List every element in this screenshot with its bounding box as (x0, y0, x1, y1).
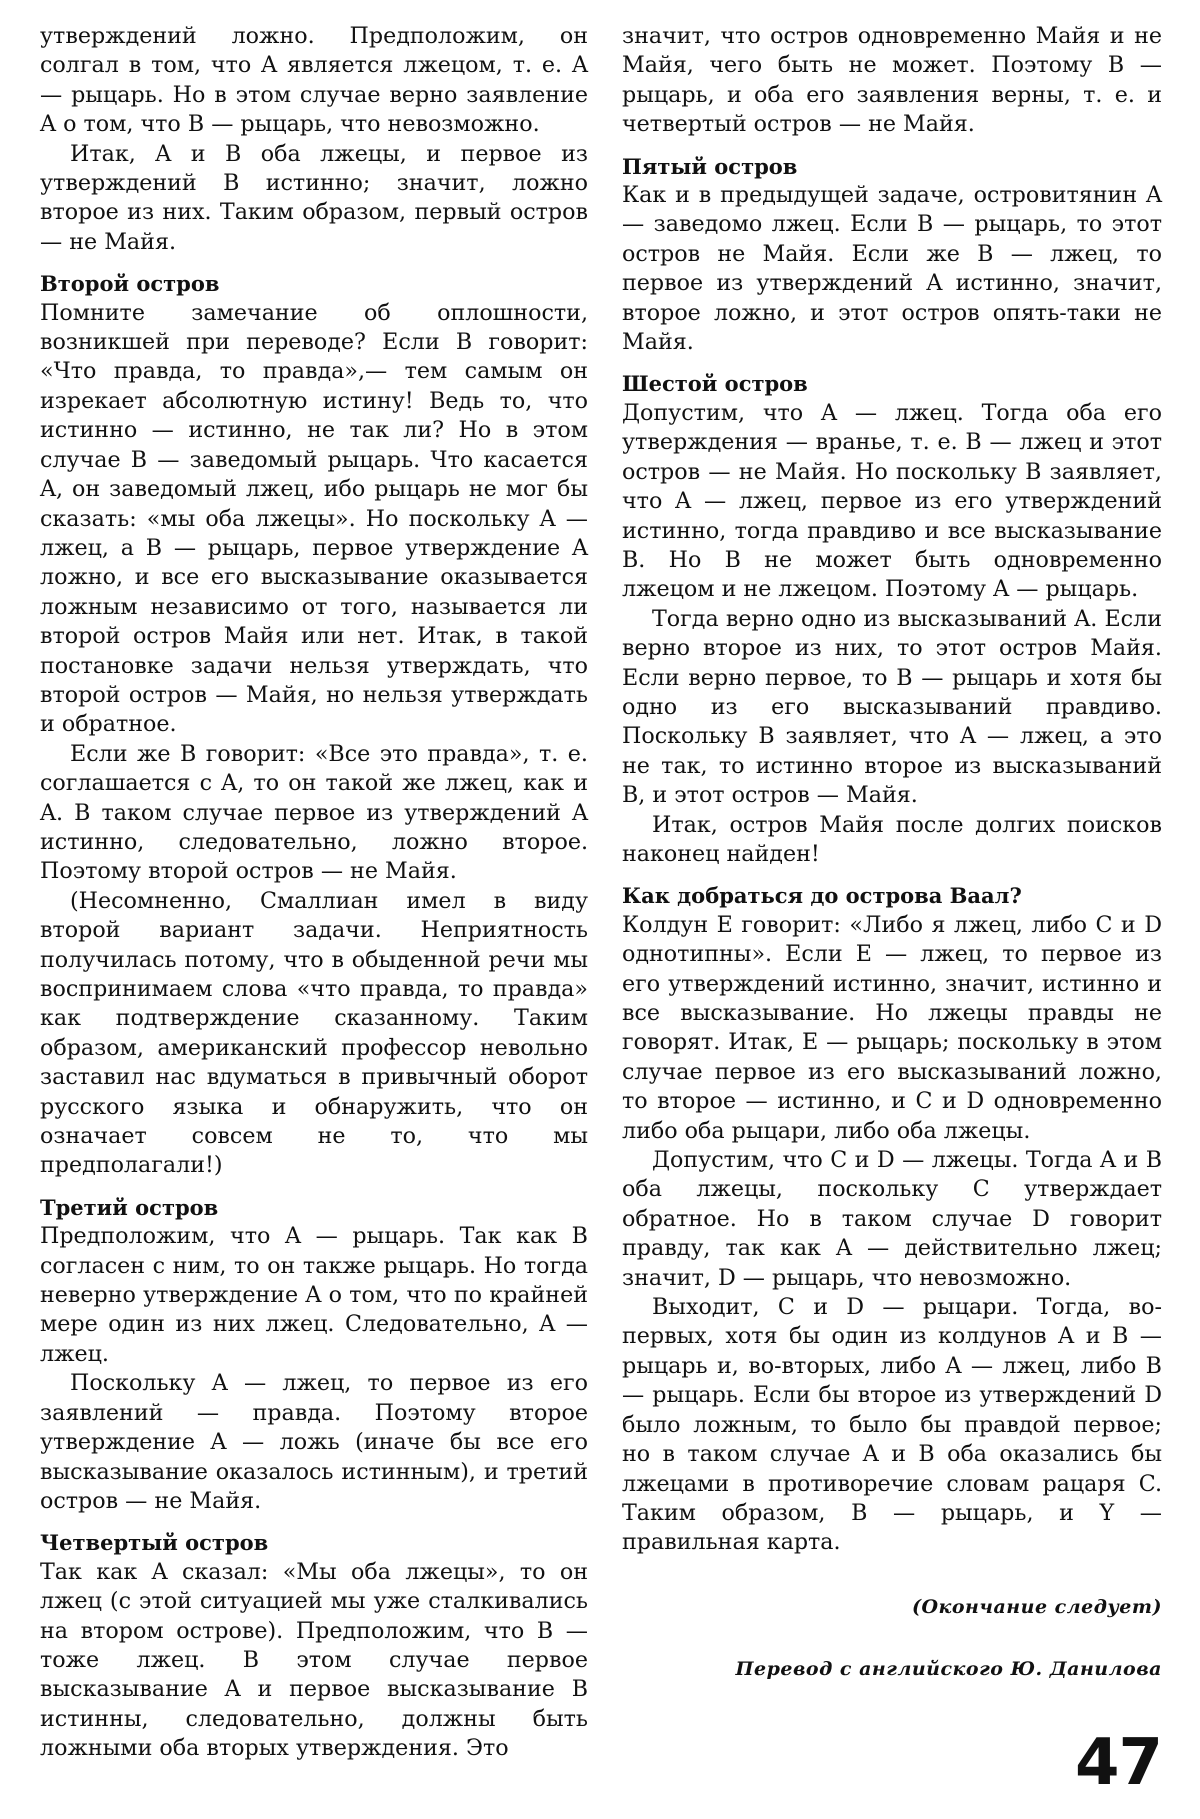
right-column (622, 22, 1162, 1682)
paragraph: Помните замечание об оплошности, возникшей при переводе? Если B говорит: «Что правда, то правда»,— тем самым он изрекает абсолютную истину! Ведь то, что истинно — истинно, не так ли? Но в этом случае B — заведомый рыцарь. Что касается A, он заведомый лжец, ибо рыцарь не мог бы сказать: «мы оба лжецы». Но поскольку A — лжец, а B — рыцарь, первое утверждение A ложно, и все его высказывание оказывается ложным независимо от того, называется ли второй остров Майя или нет. Итак, в такой постановке задачи нельзя утверждать, что второй остров — Майя, но нельзя утверждать и обратное. (40, 299, 588, 738)
paragraph: Если же B говорит: «Все это правда», т. е. соглашается с A, то он такой же лжец, как и A. В таком случае первое из утверждений A истинно, следовательно, ложно второе. Поэтому второй остров — не Майя. (40, 740, 588, 885)
paragraph: Итак, A и B оба лжецы, и первое из утверждений B истинно; значит, ложно второе из них. Таким образом, первый остров — не Майя. (40, 140, 588, 255)
paragraph: Как и в предыдущей задаче, островитянин A — заведомо лжец. Если B — рыцарь, то этот остров не Майя. Если же B — лжец, то первое из утверждений A истинно, значит, второе ложно, и этот остров опять-таки не Майя. (622, 182, 1162, 356)
paragraph: Предположим, что A — рыцарь. Так как B согласен с ним, то он также рыцарь. Но тогда неверно утверждение A о том, что по крайней мере один из них лжец. Следовательно, A — лжец. (40, 1223, 588, 1367)
page-number: 47 (1074, 1726, 1162, 1800)
paragraph: Выходит, C и D — рыцари. Тогда, во-первых, хотя бы один из колдунов A и B — рыцарь и, во-вторых, либо A — лжец, либо B — рыцарь. Если бы второе из утверждений D было ложным, то было бы правдой первое; но в таком случае A и B оба оказались бы лжецами в противоречие словам рацаря C. Таким образом, B — рыцарь, и Y — правильная карта. (622, 1294, 1162, 1556)
paragraph: Итак, остров Майя после долгих поисков наконец найден! (622, 811, 1162, 867)
section-heading-second-island: Второй остров (40, 271, 220, 297)
paragraph: Колдун E говорит: «Либо я лжец, либо C и D однотипны». Если E — лжец, то первое из его утверждений истинно, значит, истинно и все высказывание. Но лжецы правды не говорят. Итак, E — рыцарь; поскольку в этом случае первое из его высказываний ложно, то второе — истинно, и C и D одновременно либо оба рыцари, либо оба лжецы. (622, 911, 1162, 1144)
paragraph: Тогда верно одно из высказываний A. Если верно второе из них, то этот остров Майя. Если верно первое, то B — рыцарь и хотя бы одно из его высказываний правдиво. Поскольку B заявляет, что A — лжец, а это не так, то истинно второе из высказываний B, и этот остров — Майя. (622, 605, 1162, 809)
paragraph: Поскольку A — лжец, то первое из его заявлений — правда. Поэтому второе утверждение A — ложь (иначе бы все его высказывание оказалось истинным), и третий остров — не Майя. (40, 1370, 588, 1514)
paragraph: (Несомненно, Смаллиан имел в виду второй вариант задачи. Неприятность получилась потому, что в обыденной речи мы воспринимаем слова «что правда, то правда» как подтверждение сказанному. Таким образом, американский профессор невольно заставил нас вдуматься в привычный оборот русского языка и обнаружить, что он означает совсем не то, что мы предполагали!) (40, 887, 588, 1179)
section-heading-third-island: Третий остров (40, 1194, 219, 1220)
section-heading-sixth-island: Шестой остров (622, 371, 808, 397)
paragraph: значит, что остров одновременно Майя и не Майя, чего быть не может. Поэтому B — рыцарь, и оба его заявления верны, т. е. и четвертый остров — не Майя. (622, 23, 1162, 138)
continuation-note: (Окончание следует) (911, 1595, 1162, 1618)
section-heading-baal-island: Как добраться до острова Ваал? (622, 883, 1022, 909)
paragraph: Допустим, что C и D — лжецы. Тогда A и B оба лжецы, поскольку C утверждает обратное. Но в таком случае D говорит правду, так как A — действительно лжец; значит, D — рыцарь, что невозможно. (622, 1147, 1162, 1291)
section-heading-fifth-island: Пятый остров (622, 153, 798, 179)
section-heading-fourth-island: Четвертый остров (40, 1530, 269, 1556)
paragraph: утверждений ложно. Предположим, он солгал в том, что A является лжецом, т. е. A — рыцарь. Но в этом случае верно заявление A о том, что B — рыцарь, что невозможно. (40, 23, 588, 138)
translation-credit: Перевод с английского Ю. Данилова (735, 1657, 1162, 1680)
paragraph: Допустим, что A — лжец. Тогда оба его утверждения — вранье, т. е. B — лжец и этот остров — не Майя. Но поскольку B заявляет, что A — лжец, первое из его утверждений истинно, тогда правдиво и все высказывание B. Но B не может быть одновременно лжецом и не лжецом. Поэтому A — рыцарь. (622, 399, 1162, 603)
paragraph: Так как A сказал: «Мы оба лжецы», то он лжец (с этой ситуацией мы уже сталкивались на втором острове). Предположим, что B — тоже лжец. В этом случае первое высказывание A и первое высказывание B истинны, следовательно, должны быть ложными оба вторых утверждения. Это (40, 1558, 588, 1762)
left-column (40, 22, 588, 1764)
